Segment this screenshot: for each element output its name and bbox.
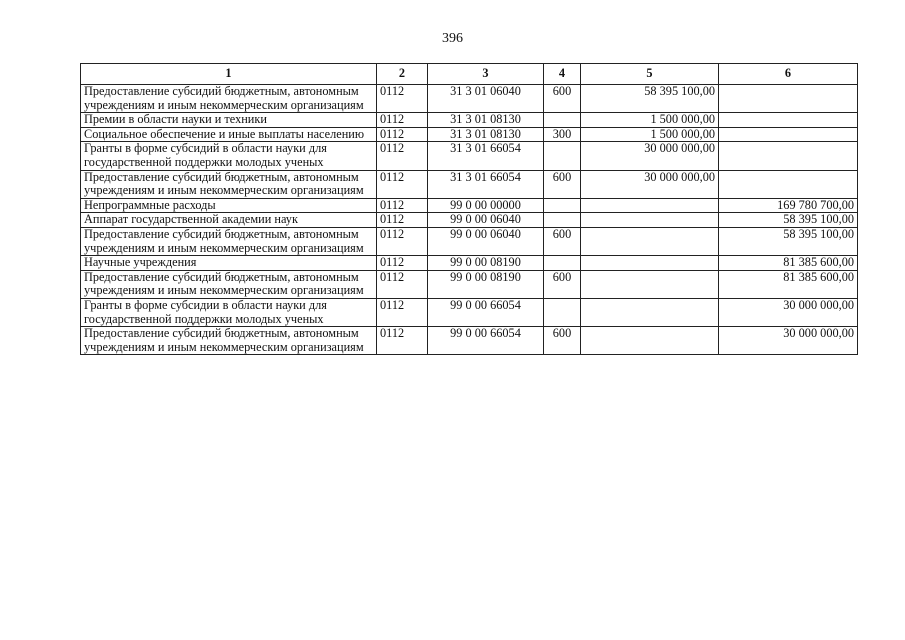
table-row bbox=[81, 170, 858, 198]
table-row bbox=[81, 298, 858, 326]
row-expense-type bbox=[544, 198, 581, 213]
row-target-code: 31 3 01 66054 bbox=[428, 142, 544, 170]
row-section: 0112 bbox=[377, 85, 428, 113]
table-row bbox=[81, 256, 858, 271]
table-row bbox=[81, 127, 858, 142]
row-name: Социальное обеспечение и иные выплаты населению bbox=[81, 127, 377, 142]
table-row bbox=[81, 85, 858, 113]
row-expense-type bbox=[544, 213, 581, 228]
row-sum-col6 bbox=[719, 142, 858, 170]
row-expense-type bbox=[544, 298, 581, 326]
row-section: 0112 bbox=[377, 327, 428, 355]
row-expense-type bbox=[544, 142, 581, 170]
row-target-code: 31 3 01 66054 bbox=[428, 170, 544, 198]
row-sum-col5 bbox=[581, 213, 719, 228]
row-section: 0112 bbox=[377, 270, 428, 298]
row-sum-col6: 30 000 000,00 bbox=[719, 327, 858, 355]
row-target-code: 99 0 00 08190 bbox=[428, 256, 544, 271]
row-sum-col6: 81 385 600,00 bbox=[719, 270, 858, 298]
row-target-code: 31 3 01 08130 bbox=[428, 113, 544, 128]
row-sum-col5: 30 000 000,00 bbox=[581, 170, 719, 198]
row-section: 0112 bbox=[377, 170, 428, 198]
row-sum-col5: 30 000 000,00 bbox=[581, 142, 719, 170]
row-name: Предоставление субсидий бюджетным, автономным учреждениям и иным некоммерческим организациям bbox=[81, 170, 377, 198]
table-row bbox=[81, 113, 858, 128]
row-target-code: 99 0 00 06040 bbox=[428, 227, 544, 255]
row-sum-col6: 169 780 700,00 bbox=[719, 198, 858, 213]
row-sum-col5: 1 500 000,00 bbox=[581, 113, 719, 128]
row-name: Предоставление субсидий бюджетным, автономным учреждениям и иным некоммерческим организациям bbox=[81, 85, 377, 113]
table-row bbox=[81, 327, 858, 355]
column-header-1: 1 bbox=[81, 64, 377, 85]
row-section: 0112 bbox=[377, 298, 428, 326]
row-sum-col6 bbox=[719, 127, 858, 142]
row-sum-col6: 58 395 100,00 bbox=[719, 213, 858, 228]
row-name: Предоставление субсидий бюджетным, автономным учреждениям и иным некоммерческим организациям bbox=[81, 270, 377, 298]
column-header-3: 3 bbox=[428, 64, 544, 85]
row-target-code: 31 3 01 06040 bbox=[428, 85, 544, 113]
row-expense-type: 600 bbox=[544, 85, 581, 113]
column-header-2: 2 bbox=[377, 64, 428, 85]
row-name: Гранты в форме субсидии в области науки для государственной поддержки молодых ученых bbox=[81, 298, 377, 326]
table-header-row bbox=[81, 64, 858, 85]
row-target-code: 99 0 00 66054 bbox=[428, 327, 544, 355]
row-name: Непрограммные расходы bbox=[81, 198, 377, 213]
table-row bbox=[81, 227, 858, 255]
row-section: 0112 bbox=[377, 198, 428, 213]
table-row bbox=[81, 198, 858, 213]
row-section: 0112 bbox=[377, 113, 428, 128]
row-expense-type: 600 bbox=[544, 170, 581, 198]
row-sum-col5 bbox=[581, 198, 719, 213]
row-expense-type: 600 bbox=[544, 227, 581, 255]
row-target-code: 99 0 00 00000 bbox=[428, 198, 544, 213]
row-name: Научные учреждения bbox=[81, 256, 377, 271]
row-section: 0112 bbox=[377, 142, 428, 170]
row-name: Предоставление субсидий бюджетным, автономным учреждениям и иным некоммерческим организациям bbox=[81, 327, 377, 355]
table-row bbox=[81, 142, 858, 170]
row-name: Предоставление субсидий бюджетным, автономным учреждениям и иным некоммерческим организациям bbox=[81, 227, 377, 255]
row-sum-col6: 30 000 000,00 bbox=[719, 298, 858, 326]
table-row bbox=[81, 213, 858, 228]
column-header-5: 5 bbox=[581, 64, 719, 85]
row-section: 0112 bbox=[377, 227, 428, 255]
row-expense-type: 600 bbox=[544, 270, 581, 298]
row-expense-type bbox=[544, 256, 581, 271]
row-name: Гранты в форме субсидий в области науки для государственной поддержки молодых ученых bbox=[81, 142, 377, 170]
row-target-code: 99 0 00 66054 bbox=[428, 298, 544, 326]
row-sum-col6 bbox=[719, 113, 858, 128]
row-sum-col5 bbox=[581, 270, 719, 298]
budget-table bbox=[80, 63, 858, 355]
row-section: 0112 bbox=[377, 213, 428, 228]
row-sum-col6: 81 385 600,00 bbox=[719, 256, 858, 271]
row-section: 0112 bbox=[377, 127, 428, 142]
row-sum-col6 bbox=[719, 85, 858, 113]
row-name: Премии в области науки и техники bbox=[81, 113, 377, 128]
row-sum-col5: 1 500 000,00 bbox=[581, 127, 719, 142]
page-number: 396 bbox=[442, 31, 463, 46]
row-sum-col6 bbox=[719, 170, 858, 198]
row-expense-type: 600 bbox=[544, 327, 581, 355]
row-sum-col5 bbox=[581, 227, 719, 255]
row-expense-type bbox=[544, 113, 581, 128]
row-sum-col5: 58 395 100,00 bbox=[581, 85, 719, 113]
row-target-code: 31 3 01 08130 bbox=[428, 127, 544, 142]
row-sum-col5 bbox=[581, 256, 719, 271]
row-sum-col5 bbox=[581, 298, 719, 326]
row-target-code: 99 0 00 08190 bbox=[428, 270, 544, 298]
column-header-4: 4 bbox=[544, 64, 581, 85]
row-sum-col5 bbox=[581, 327, 719, 355]
table-row bbox=[81, 270, 858, 298]
row-expense-type: 300 bbox=[544, 127, 581, 142]
row-name: Аппарат государственной академии наук bbox=[81, 213, 377, 228]
column-header-6: 6 bbox=[719, 64, 858, 85]
row-sum-col6: 58 395 100,00 bbox=[719, 227, 858, 255]
row-section: 0112 bbox=[377, 256, 428, 271]
row-target-code: 99 0 00 06040 bbox=[428, 213, 544, 228]
